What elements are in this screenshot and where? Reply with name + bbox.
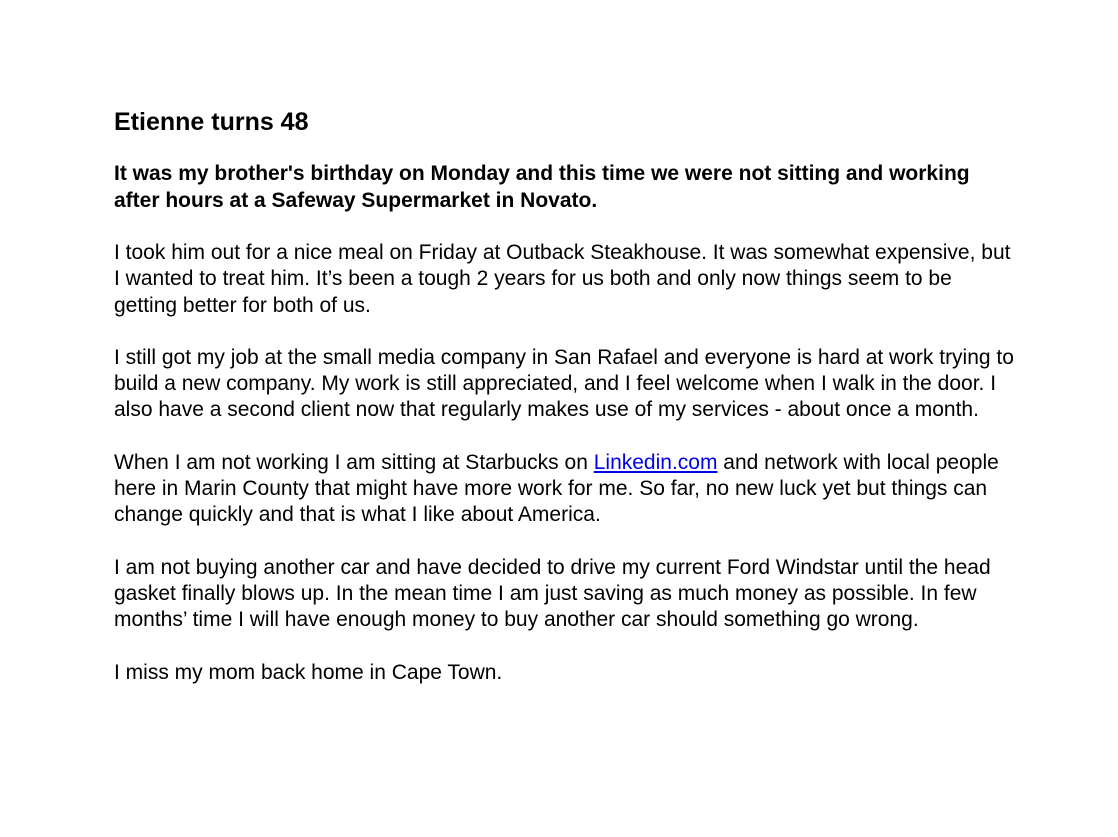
page-title: Etienne turns 48 xyxy=(114,108,309,136)
paragraph-networking-text-after: and network with local people here in Marin County that might have more work for me. So far, no new luck yet but things can change quickly and that is what I like about America. xyxy=(114,450,999,527)
paragraph-networking-text-before: When I am not working I am sitting at Starbucks on xyxy=(114,450,594,474)
paragraph-mom: I miss my mom back home in Cape Town. xyxy=(114,660,503,684)
paragraph-networking xyxy=(114,450,1014,529)
document-body xyxy=(114,106,1014,712)
paragraph-job: I still got my job at the small media company in San Rafael and everyone is hard at work trying to build a new company. My work is still appreciated, and I feel welcome when I walk in the door. I also have a second client now that regularly makes use of my services - about once a month. xyxy=(114,345,1014,422)
lead-paragraph: It was my brother's birthday on Monday and this time we were not sitting and working after hours at a Safeway Supermarket in Novato. xyxy=(114,162,970,212)
paragraph-car: I am not buying another car and have decided to drive my current Ford Windstar until the head gasket finally blows up. In the mean time I am just saving as much money as possible. In few months’ time I will have enough money to buy another car should something go wrong. xyxy=(114,555,991,632)
linkedin-link[interactable]: Linkedin.com xyxy=(593,450,718,474)
paragraph-outback: I took him out for a nice meal on Friday at Outback Steakhouse. It was somewhat expensive, but I wanted to treat him. It’s been a tough 2 years for us both and only now things seem to be getting better for both of us. xyxy=(114,241,1011,317)
